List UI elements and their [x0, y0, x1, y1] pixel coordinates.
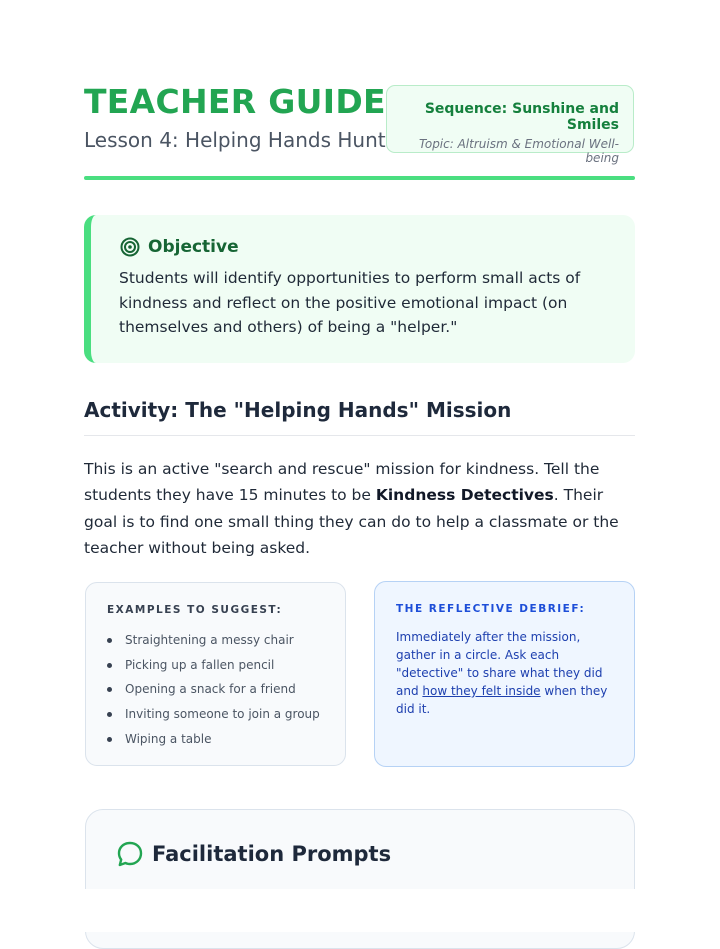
debrief-underlined: how they felt inside — [422, 684, 541, 698]
examples-label: EXAMPLES TO SUGGEST: — [107, 604, 283, 616]
target-icon — [120, 237, 140, 257]
debrief-label: THE REFLECTIVE DEBRIEF: — [396, 603, 586, 615]
examples-card — [85, 582, 346, 766]
facilitation-title: Facilitation Prompts — [152, 842, 392, 866]
list-item: Picking up a fallen pencil — [107, 653, 320, 678]
sequence-box — [386, 85, 634, 165]
page-bottom-margin — [0, 889, 720, 932]
sequence-topic: Topic: Altruism & Emotional Well-being — [419, 137, 619, 165]
list-item: Wiping a table — [107, 727, 320, 752]
objective-callout — [84, 215, 635, 363]
intro-text: This is an active "search and rescue" mission for kindness. Tell the students they have 15 minutes to be — [84, 460, 600, 505]
objective-label: Objective — [148, 237, 239, 257]
activity-intro — [84, 456, 639, 561]
sequence-title: Sequence: Sunshine and Smiles — [424, 101, 619, 133]
debrief-text-start: Immediately after the mission, gather in a circle. Ask each "detective" to share what they did and — [396, 630, 603, 698]
debrief-text — [396, 628, 616, 718]
section-divider — [84, 435, 635, 436]
list-item: Opening a snack for a friend — [107, 677, 320, 702]
chat-bubble-icon — [116, 840, 144, 868]
list-item: Straightening a messy chair — [107, 628, 320, 653]
intro-text-end: . Their goal is to find one small thing they can do to help a classmate or the teacher without being asked. — [84, 486, 619, 557]
objective-header — [120, 237, 239, 257]
lesson-subtitle: Lesson 4: Helping Hands Hunt — [84, 128, 386, 152]
list-item: Inviting someone to join a group — [107, 702, 320, 727]
examples-list — [107, 628, 320, 752]
page-title: TEACHER GUIDE — [84, 82, 386, 121]
objective-text: Students will identify opportunities to perform small acts of kindness and reflect on the positive emotional impact (on themselves and others) of being a "helper." — [119, 269, 581, 336]
header-divider — [84, 176, 635, 180]
debrief-card — [374, 581, 635, 767]
facilitation-header — [116, 840, 391, 868]
activity-title: Activity: The "Helping Hands" Mission — [84, 398, 512, 422]
debrief-text-end: when they did it. — [396, 684, 608, 716]
intro-bold-term: Kindness Detectives — [375, 486, 554, 505]
